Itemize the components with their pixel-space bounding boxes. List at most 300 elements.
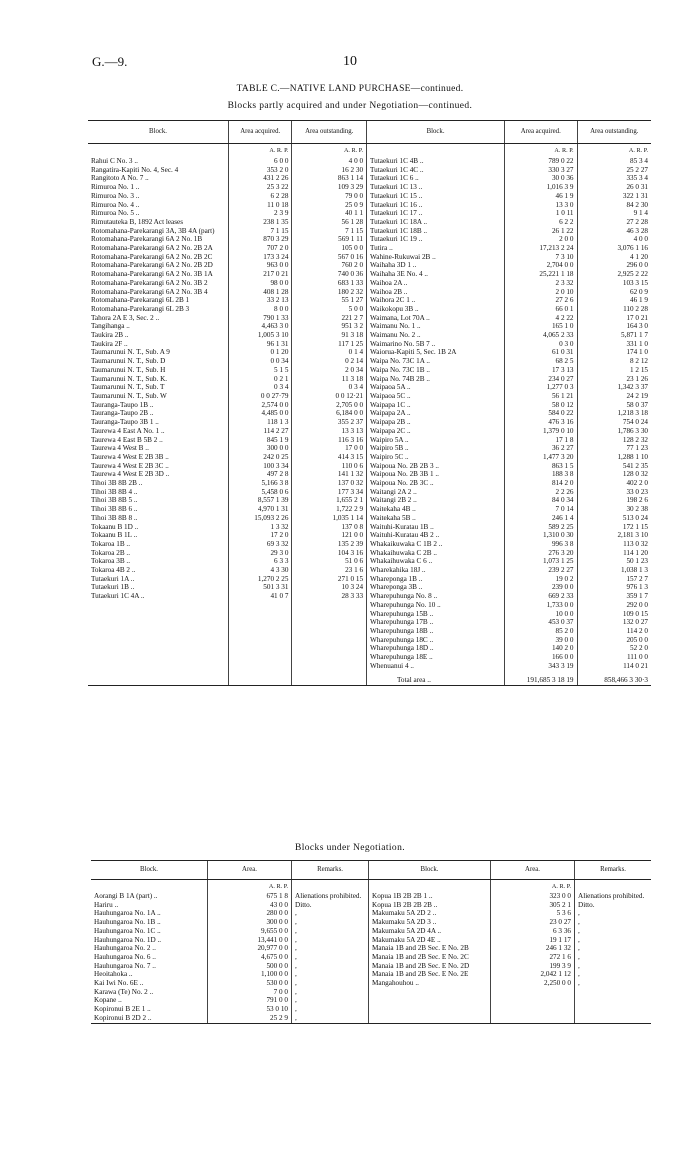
block-name: Tokaroa 1B .. [91, 539, 131, 548]
remarks [575, 988, 652, 997]
block-name: Hariru .. [94, 900, 119, 909]
area-acquired: 1,016 3 9 [505, 183, 577, 192]
block-name: Waitangi 2A 2 .. [367, 488, 505, 497]
area-acquired [229, 644, 292, 653]
area-acquired [229, 662, 292, 671]
area: 2,042 1 12 [491, 970, 575, 979]
area-acquired: 17 1 8 [505, 436, 577, 445]
area-outstanding: 135 2 39 [292, 540, 367, 549]
area-acquired: 4,485 0 0 [229, 409, 292, 418]
total-outstanding: 858,466 3 30·3 [577, 670, 651, 685]
unit-label [91, 880, 208, 893]
area-acquired: 4,065 2 33 [505, 331, 577, 340]
block-name [88, 662, 229, 671]
block-name [88, 601, 229, 610]
area-acquired: 17 3 13 [505, 366, 577, 375]
block-name: Wahine-Rukuwai 2B .. [367, 253, 505, 262]
col-outstanding-left: Area outstanding. [292, 121, 367, 144]
area: 20,977 0 0 [208, 944, 292, 953]
table-row [88, 653, 651, 662]
total-row [88, 670, 651, 685]
block-name [369, 1005, 491, 1014]
area-acquired: 0 0 27·79 [229, 392, 292, 401]
table-row [88, 340, 651, 349]
units-row [91, 880, 651, 893]
remarks: , [575, 979, 652, 988]
block-name: Rimuroa No. 4 .. [91, 200, 140, 209]
area-outstanding: 0 0 12·21 [292, 392, 367, 401]
block-name [369, 1014, 491, 1023]
area-acquired: 5,458 0 6 [229, 488, 292, 497]
area-acquired: 814 2 0 [505, 479, 577, 488]
table-row [88, 662, 651, 671]
remarks: , [575, 970, 652, 979]
area-acquired: 408 1 28 [229, 288, 292, 297]
remarks: , [575, 936, 652, 945]
area-acquired: 100 3 34 [229, 462, 292, 471]
area-outstanding: 62 0 9 [577, 288, 651, 297]
block-name [88, 618, 229, 627]
block-name: Wharepuhunga No. 8 .. [367, 592, 505, 601]
block-name: Tutaekuri 1C 4A .. [91, 592, 145, 601]
area-outstanding: 11 3 18 [292, 375, 367, 384]
area-outstanding: 355 2 37 [292, 418, 367, 427]
page-header [92, 54, 608, 70]
table-row [88, 218, 651, 227]
area-outstanding: 1,722 2 9 [292, 505, 367, 514]
area-outstanding: 55 1 27 [292, 296, 367, 305]
block-name: Tihoi 3B 8B 8 .. [91, 513, 138, 522]
area-outstanding: 128 2 32 [577, 436, 651, 445]
block-name: Rotomahana-Parekarangi 6A 2 No. 3B 2 [91, 278, 208, 287]
area-outstanding [292, 627, 367, 636]
table-row [91, 988, 651, 997]
table-row [88, 235, 651, 244]
area-outstanding: 754 0 24 [577, 418, 651, 427]
remarks: , [292, 962, 369, 971]
block-name: Tokaroa 2B .. [91, 548, 131, 557]
remarks: Ditto. [575, 901, 652, 910]
table-row [91, 927, 651, 936]
area [491, 996, 575, 1005]
area-acquired: 963 0 0 [229, 261, 292, 270]
block-name: Tauranga-Taupo 1B .. [91, 400, 154, 409]
area: 6 3 36 [491, 927, 575, 936]
area-outstanding: 6,184 0 0 [292, 409, 367, 418]
block-name: Waipiro 5B .. [367, 444, 505, 453]
table-row [88, 183, 651, 192]
block-name: Waihoa 2B .. [367, 288, 505, 297]
block-name: Rotomahana-Parekarangi 6A 2 No. 3B 4 [91, 287, 208, 296]
area-acquired: 0 0 34 [229, 357, 292, 366]
block-name: Hauhungaroa No. 6 .. [94, 952, 156, 961]
area-acquired [229, 610, 292, 619]
area-outstanding: 1,218 3 18 [577, 409, 651, 418]
area-acquired: 246 1 4 [505, 514, 577, 523]
col-block-left: Block. [88, 121, 229, 144]
area-outstanding: 1,038 1 3 [577, 566, 651, 575]
table-row [88, 383, 651, 392]
table-row [91, 909, 651, 918]
block-name: Waipapa 2B .. [367, 418, 505, 427]
block-name: Tihoi 3B 8B 6 .. [91, 505, 138, 514]
block-name: Waitekaha 5B .. [367, 514, 505, 523]
area-outstanding: 104 3 16 [292, 549, 367, 558]
area-acquired: 4,970 1 31 [229, 505, 292, 514]
area-acquired: 19 0 2 [505, 575, 577, 584]
block-name: Kopironui B 2D 2 .. [91, 1014, 208, 1023]
block-name: Aorangi B 1A (part) .. [94, 892, 158, 900]
block-name: Wharepuhunga 15B .. [367, 610, 505, 619]
block-name: Rotomahana-Parekarangi 6L 2B 3 [91, 304, 190, 313]
remarks: , [575, 953, 652, 962]
area-outstanding: 331 1 0 [577, 340, 651, 349]
area-outstanding: 84 2 30 [577, 201, 651, 210]
area-outstanding: 132 0 27 [577, 618, 651, 627]
area: 43 0 0 [208, 901, 292, 910]
remarks: , [292, 1005, 369, 1014]
table-row [88, 436, 651, 445]
block-name: Whakaihuwaka C 6 .. [367, 557, 505, 566]
area-acquired: 8,557 1 39 [229, 496, 292, 505]
area-outstanding: 2,705 0 0 [292, 401, 367, 410]
table-row [88, 288, 651, 297]
block-name: Waipapa 2C .. [367, 427, 505, 436]
remarks [575, 996, 652, 1005]
area-outstanding: 335 3 4 [577, 174, 651, 183]
area-acquired: 0 1 20 [229, 348, 292, 357]
area-acquired: 1,733 0 0 [505, 601, 577, 610]
area-outstanding: 4 1 20 [577, 253, 651, 262]
remarks [575, 1005, 652, 1014]
area-outstanding: 91 3 18 [292, 331, 367, 340]
area-outstanding: 40 1 1 [292, 209, 367, 218]
block-name: Tutaekuri 1C 18B .. [367, 227, 505, 236]
area-outstanding: 51 0 6 [292, 557, 367, 566]
area-outstanding: 117 1 25 [292, 340, 367, 349]
area-acquired: 1,379 0 10 [505, 427, 577, 436]
area-outstanding: 359 1 7 [577, 592, 651, 601]
table-row [88, 209, 651, 218]
area-outstanding: 402 2 0 [577, 479, 651, 488]
block-name: Tihoi 3B 8B 5 .. [91, 496, 138, 505]
area-outstanding: 172 1 15 [577, 523, 651, 532]
block-name [88, 653, 229, 662]
block-name: Rimutauteka B, 1892 Act leases [91, 217, 184, 226]
area-outstanding: 4 0 0 [292, 157, 367, 166]
table-row [91, 962, 651, 971]
block-name [369, 996, 491, 1005]
area-acquired: 140 2 0 [505, 644, 577, 653]
table-row [88, 514, 651, 523]
table-row [88, 627, 651, 636]
area-acquired: 1 3 32 [229, 523, 292, 532]
unit-label [367, 144, 505, 158]
table-row [91, 892, 651, 901]
block-name: Kopironui B 2E 1 .. [94, 1005, 151, 1014]
area-acquired: 0 3 0 [505, 340, 577, 349]
table-row [88, 375, 651, 384]
block-name: Waituhi-Kuratau 1B .. [367, 523, 505, 532]
area: 19 1 17 [491, 936, 575, 945]
area-outstanding: 976 1 3 [577, 583, 651, 592]
area-outstanding: 205 0 0 [577, 636, 651, 645]
area-outstanding: 109 3 29 [292, 183, 367, 192]
block-name: Rahui C No. 3 .. [91, 157, 138, 165]
area-acquired: 1,005 3 10 [229, 331, 292, 340]
block-name: Waihaha 3D 1 .. [367, 261, 505, 270]
area-outstanding: 414 3 15 [292, 453, 367, 462]
block-name: Taurewa 4 East B 5B 2 .. [91, 435, 163, 444]
table-row [88, 392, 651, 401]
table-row [91, 936, 651, 945]
area-acquired: 69 3 32 [229, 540, 292, 549]
area-acquired: 4 3 30 [229, 566, 292, 575]
area-outstanding: 109 0 15 [577, 610, 651, 619]
units-row [88, 144, 651, 158]
area-acquired: 25,221 1 18 [505, 270, 577, 279]
block-name: Kopane .. [94, 996, 122, 1005]
remarks: , [292, 909, 369, 918]
area-outstanding: 30 2 38 [577, 505, 651, 514]
table-row [88, 166, 651, 175]
partly-acquired-table [88, 120, 651, 686]
area: 53 0 10 [208, 1005, 292, 1014]
block-name: Waipaoa 5A .. [367, 383, 505, 392]
area-acquired: 5 1 5 [229, 366, 292, 375]
block-name: Rangitoto A No. 7 .. [91, 174, 149, 183]
remarks: Ditto. [292, 901, 369, 910]
area-acquired: 2 3 32 [505, 279, 577, 288]
block-name: Waitekaha 4B .. [367, 505, 505, 514]
block-name: Wharepuhunga 18B .. [367, 627, 505, 636]
area-acquired: 118 1 3 [229, 418, 292, 427]
area-outstanding: 24 2 19 [577, 392, 651, 401]
block-name: Waihora 2C 1 .. [367, 296, 505, 305]
area-outstanding: 27 2 28 [577, 218, 651, 227]
table-row [88, 566, 651, 575]
area-acquired: 669 2 33 [505, 592, 577, 601]
area-outstanding [292, 644, 367, 653]
area-acquired: 36 2 27 [505, 444, 577, 453]
area-acquired: 343 3 19 [505, 662, 577, 671]
block-name: Makumaku 5A 2D 3 .. [369, 918, 491, 927]
block-name: Hauhungaroa No. 1C .. [94, 926, 161, 935]
table-row [91, 1005, 651, 1014]
block-name: Rotomahana-Parekarangi 6L 2B 1 [91, 296, 190, 305]
block-name: Kopua 1B 2B 2B 2B .. [369, 901, 491, 910]
block-name: Rimuroa No. 1 .. [91, 183, 140, 192]
area-acquired: 4 2 22 [505, 314, 577, 323]
block-name: Tutaekuri 1C 19 .. [367, 235, 505, 244]
area-outstanding: 52 2 0 [577, 644, 651, 653]
area-outstanding: 110 2 28 [577, 305, 651, 314]
table-row [88, 636, 651, 645]
area-outstanding: 541 2 35 [577, 462, 651, 471]
spacer [292, 670, 367, 685]
unit-label [575, 880, 652, 893]
block-name: Waipa No. 74B 2B .. [367, 375, 505, 384]
area-acquired: 61 0 31 [505, 348, 577, 357]
block-name: Manaia 1B and 2B Sec. E No. 2B [369, 944, 491, 953]
block-name: Kai Iwi No. 6E .. [94, 979, 144, 988]
table-row [91, 979, 651, 988]
table-row [88, 157, 651, 166]
block-name: Mangahouhou .. [369, 979, 491, 988]
area-acquired: 165 1 0 [505, 322, 577, 331]
area-outstanding: 137 0 8 [292, 523, 367, 532]
area-acquired: 276 3 20 [505, 549, 577, 558]
area: 791 0 0 [208, 996, 292, 1005]
area-acquired: 300 0 0 [229, 444, 292, 453]
area-acquired: 29 3 0 [229, 549, 292, 558]
block-name: Rimuroa No. 3 .. [91, 191, 140, 200]
area-outstanding: 2,181 3 10 [577, 531, 651, 540]
area-outstanding: 2,925 2 22 [577, 270, 651, 279]
total-label: Total area .. [367, 670, 505, 685]
table-row [88, 592, 651, 601]
area-acquired: 6 2 28 [229, 192, 292, 201]
table-row [88, 427, 651, 436]
area-outstanding: 0 3 4 [292, 383, 367, 392]
area-acquired: 584 0 22 [505, 409, 577, 418]
col-remarks-left: Remarks. [292, 861, 369, 880]
remarks: , [575, 962, 652, 971]
area: 5 3 6 [491, 909, 575, 918]
area-acquired: 6 3 3 [229, 557, 292, 566]
area-acquired: 8 0 0 [229, 305, 292, 314]
area-acquired: 10 0 0 [505, 610, 577, 619]
area-acquired: 166 0 0 [505, 653, 577, 662]
area-outstanding: 0 2 14 [292, 357, 367, 366]
area-outstanding [292, 636, 367, 645]
unit-label: A. R. P. [292, 144, 367, 158]
area-acquired: 7 1 15 [229, 227, 292, 236]
area-outstanding: 0 1 4 [292, 348, 367, 357]
table-row [88, 557, 651, 566]
block-name: Wharepuhunga No. 10 .. [367, 601, 505, 610]
area-outstanding: 221 2 7 [292, 314, 367, 323]
area-outstanding: 296 0 0 [577, 261, 651, 270]
block-name: Manaia 1B and 2B Sec. E No. 2E [369, 970, 491, 979]
block-name: Tutaekuri 1A .. [91, 574, 135, 583]
block-name: Tutaekuri 1C 18A .. [367, 218, 505, 227]
block-name: Makumaku 5A 2D 4A .. [369, 927, 491, 936]
area-acquired: 453 0 37 [505, 618, 577, 627]
area-acquired: 353 2 0 [229, 166, 292, 175]
block-name: Tutira .. [367, 244, 505, 253]
block-name: Taumarunui N. T., Sub. H [91, 365, 166, 374]
table-row [88, 575, 651, 584]
block-name: Taumarunui N. T., Sub. T [91, 383, 165, 392]
table-row [91, 918, 651, 927]
table-row [88, 479, 651, 488]
area-acquired [229, 636, 292, 645]
table-row [88, 505, 651, 514]
area-outstanding: 13 3 13 [292, 427, 367, 436]
block-name: Hauhungaroa No. 1A .. [94, 909, 161, 918]
area-acquired: 6 0 0 [229, 157, 292, 166]
total-acquired: 191,685 3 18 19 [505, 670, 577, 685]
remarks: , [292, 936, 369, 945]
area-outstanding: 141 1 32 [292, 470, 367, 479]
area: 1,100 0 0 [208, 970, 292, 979]
block-name: Waipapa 2A .. [367, 409, 505, 418]
block-name: Whakaikuwaka C 1B 2 .. [367, 540, 505, 549]
block-name: Tutaekuri 1B .. [91, 583, 135, 592]
block-name: Taumarunui N. T., Sub. K. [91, 374, 168, 383]
table-row [91, 901, 651, 910]
area-outstanding: 8 2 12 [577, 357, 651, 366]
block-name: Taumarunui N. T., Sub. W [91, 391, 167, 400]
area-acquired: 1,277 0 3 [505, 383, 577, 392]
block-name: Waitangi 2B 2 .. [367, 496, 505, 505]
block-name: Taurewa 4 West E 2B 3D .. [91, 470, 170, 479]
area-acquired: 217 0 21 [229, 270, 292, 279]
area-outstanding: 116 3 16 [292, 436, 367, 445]
area-outstanding: 33 0 23 [577, 488, 651, 497]
col-acquired-left: Area acquired. [229, 121, 292, 144]
area-outstanding: 271 0 15 [292, 575, 367, 584]
area-acquired: 26 1 22 [505, 227, 577, 236]
area-outstanding: 174 1 0 [577, 348, 651, 357]
remarks: , [292, 927, 369, 936]
area-acquired: 188 3 8 [505, 470, 577, 479]
area-acquired: 98 0 0 [229, 279, 292, 288]
area-acquired: 2,574 0 0 [229, 401, 292, 410]
remarks: , [292, 944, 369, 953]
area: 246 1 32 [491, 944, 575, 953]
area-outstanding: 16 2 30 [292, 166, 367, 175]
area-outstanding: 114 0 21 [577, 662, 651, 671]
area-outstanding: 1,035 1 14 [292, 514, 367, 523]
area-acquired: 173 3 24 [229, 253, 292, 262]
col-area-right: Area. [491, 861, 575, 880]
area-outstanding: 5,871 1 7 [577, 331, 651, 340]
area-outstanding: 50 1 23 [577, 557, 651, 566]
area-outstanding [292, 610, 367, 619]
area-outstanding: 9 1 4 [577, 209, 651, 218]
block-name: Waiorua-Kapiti 5, Sec. 1B 2A [367, 348, 505, 357]
table-row [88, 279, 651, 288]
area-acquired: 1 0 11 [505, 209, 577, 218]
area-outstanding: 23 1 26 [577, 375, 651, 384]
block-name: Hauhungaroa No. 1D .. [94, 935, 162, 944]
unit-label [88, 144, 229, 158]
report-code: G.—9. [92, 54, 128, 69]
unit-label [369, 880, 491, 893]
area-acquired: 870 3 29 [229, 235, 292, 244]
block-name: Rotomahana-Parekarangi 6A 2 No. 2B 2A [91, 244, 213, 253]
block-name: Tokaanu B 1D .. [91, 522, 139, 531]
block-name: Wharepuhunga 18C .. [367, 636, 505, 645]
area-acquired: 242 0 25 [229, 453, 292, 462]
block-name: Tokaroa 4B 2 .. [91, 566, 136, 575]
area-acquired: 85 2 0 [505, 627, 577, 636]
table-row [88, 610, 651, 619]
area-outstanding: 567 0 16 [292, 253, 367, 262]
area-acquired: 2,704 0 0 [505, 261, 577, 270]
area-outstanding: 157 2 7 [577, 575, 651, 584]
block-name: Waimana, Lot 70A .. [367, 314, 505, 323]
area-acquired: 27 2 6 [505, 296, 577, 305]
table-row [88, 331, 651, 340]
block-name: Waipa No. 73C 1A .. [367, 357, 505, 366]
table-row [88, 618, 651, 627]
area-outstanding: 5 0 0 [292, 305, 367, 314]
area-acquired: 1,310 0 30 [505, 531, 577, 540]
area-outstanding: 863 1 14 [292, 174, 367, 183]
